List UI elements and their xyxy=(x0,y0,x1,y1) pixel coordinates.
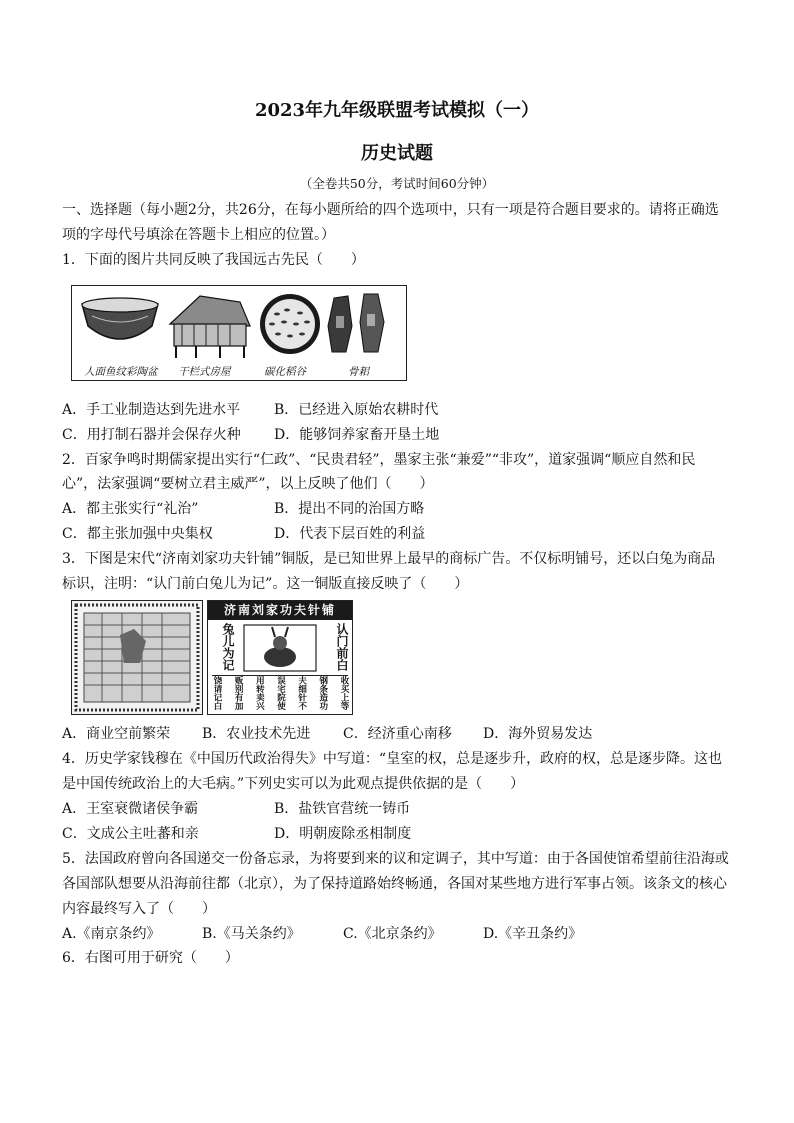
white-rabbit-icon xyxy=(242,623,318,673)
question-2-option-c[interactable]: C．都主张加强中央集权 xyxy=(62,526,213,542)
plate-left-text: 兔儿为记 xyxy=(221,623,235,671)
question-3-stem-line1: 3．下图是宋代“济南刘家功夫针铺”铜版，是已知世界上最早的商标广告。不仅标明铺号，还以白兔为商品 xyxy=(62,551,716,567)
question-4-option-a[interactable]: A．王室衰微诸侯争霸 xyxy=(62,801,199,817)
question-5-stem-line2: 各国部队想要从沿海前往都（北京），为了保持道路始终畅通，各国对某些地方进行军事占领。该条文的核心 xyxy=(62,876,727,892)
question-5-option-a[interactable]: A.《南京条约》 xyxy=(62,926,161,942)
plate-column: 收买上等 xyxy=(338,676,349,710)
painted-pottery-basin-image xyxy=(82,298,158,339)
question-3-option-c[interactable]: C．经济重心南移 xyxy=(343,726,452,742)
caption-stilt-house: 干栏式房屋 xyxy=(178,366,231,378)
plate-column: 贩别有加 xyxy=(233,676,244,710)
plate-shop-name: 济南刘家功夫针铺 xyxy=(208,601,352,620)
question-5-stem-line1: 5．法国政府曾向各国递交一份备忘录，为将要到来的议和定调子，其中写道：由于各国使馆希望前往沿海或 xyxy=(62,851,729,867)
question-2-stem-line1: 2．百家争鸣时期儒家提出实行“仁政”、“民贵君轻”，墨家主张“兼爱”“非攻”，道家强调“顺应自然和民 xyxy=(62,452,696,468)
caption-bone-spade: 骨耜 xyxy=(348,366,369,378)
plate-column: 饶请记白 xyxy=(212,676,222,710)
stilt-house-image xyxy=(170,296,250,358)
plate-bottom-text xyxy=(212,675,348,712)
question-1-stem: 1．下面的图片共同反映了我国远古先民（ ） xyxy=(62,252,365,268)
question-5-option-b[interactable]: B.《马关条约》 xyxy=(202,926,301,942)
plate-column: 夫细针不 xyxy=(296,676,307,710)
question-3-option-a[interactable]: A．商业空前繁荣 xyxy=(62,726,171,742)
copper-plate-readable xyxy=(207,600,353,715)
carbonized-rice-image xyxy=(260,294,320,354)
question-1-option-a[interactable]: A．手工业制造达到先进水平 xyxy=(62,402,241,418)
copper-plate-rubbing-art xyxy=(72,601,202,714)
plate-column: 用转卖兴 xyxy=(254,676,265,710)
question-3-option-d[interactable]: D．海外贸易发达 xyxy=(483,726,593,742)
question-2-option-b[interactable]: B．提出不同的治国方略 xyxy=(274,501,425,517)
question-2-option-a[interactable]: A．都主张实行“礼治” xyxy=(62,501,199,517)
question-1-option-d[interactable]: D．能够饲养家畜开垦土地 xyxy=(274,427,440,443)
question-3-stem-line2: 标识，注明：“认门前白兔儿为记”。这一铜版直接反映了（ ） xyxy=(62,576,469,592)
question-5-stem-line3: 内容最终写入了（ ） xyxy=(62,901,216,917)
question-2-stem-line2: 心”，法家强调“要树立君主威严”，以上反映了他们（ ） xyxy=(62,476,434,492)
question-1-option-c[interactable]: C．用打制石器并会保存火种 xyxy=(62,427,241,443)
caption-pottery-basin: 人面鱼纹彩陶盆 xyxy=(84,366,158,378)
question-4-stem-line1: 4．历史学家钱穆在《中国历代政治得失》中写道：“皇室的权，总是逐步升，政府的权，总是逐步降。这也 xyxy=(62,751,723,767)
caption-carbonized-rice: 碳化稻谷 xyxy=(264,366,306,378)
plate-column: 误宅院使 xyxy=(275,676,286,710)
question-4-option-d[interactable]: D．明朝废除丞相制度 xyxy=(274,826,412,842)
section-instructions-line1: 一、选择题（每小题2分，共26分，在每小题所给的四个选项中，只有一项是符合题目要求的。请将正确选 xyxy=(62,202,719,218)
question-1-option-b[interactable]: B．已经进入原始农耕时代 xyxy=(274,402,439,418)
question-4-stem-line2: 是中国传统政治上的大毛病。”下列史实可以为此观点提供依据的是（ ） xyxy=(62,776,525,792)
question-3-option-b[interactable]: B．农业技术先进 xyxy=(202,726,311,742)
question-5-option-d[interactable]: D.《辛丑条约》 xyxy=(483,926,583,942)
question-6-stem: 6．右图可用于研究（ ） xyxy=(62,950,239,966)
question-1-figure xyxy=(71,285,407,381)
question-4-option-c[interactable]: C．文成公主吐蕃和亲 xyxy=(62,826,199,842)
section-instructions-line2: 项的字母代号填涂在答题卡上相应的位置。） xyxy=(62,227,335,243)
question-5-option-c[interactable]: C.《北京条约》 xyxy=(343,926,442,942)
bone-spade-image xyxy=(328,294,384,352)
plate-column: 钢条造功 xyxy=(317,676,328,710)
question-2-option-d[interactable]: D．代表下层百姓的利益 xyxy=(274,526,426,542)
exam-title: 2023年九年级联盟考试模拟（一） xyxy=(254,100,540,121)
copper-plate-rubbing xyxy=(71,600,203,715)
subject-title: 历史试题 xyxy=(361,143,433,164)
plate-right-text: 认门前白 xyxy=(335,623,349,671)
question-4-option-b[interactable]: B．盐铁官营统一铸币 xyxy=(274,801,411,817)
exam-note: （全卷共50分，考试时间60分钟） xyxy=(299,176,495,191)
